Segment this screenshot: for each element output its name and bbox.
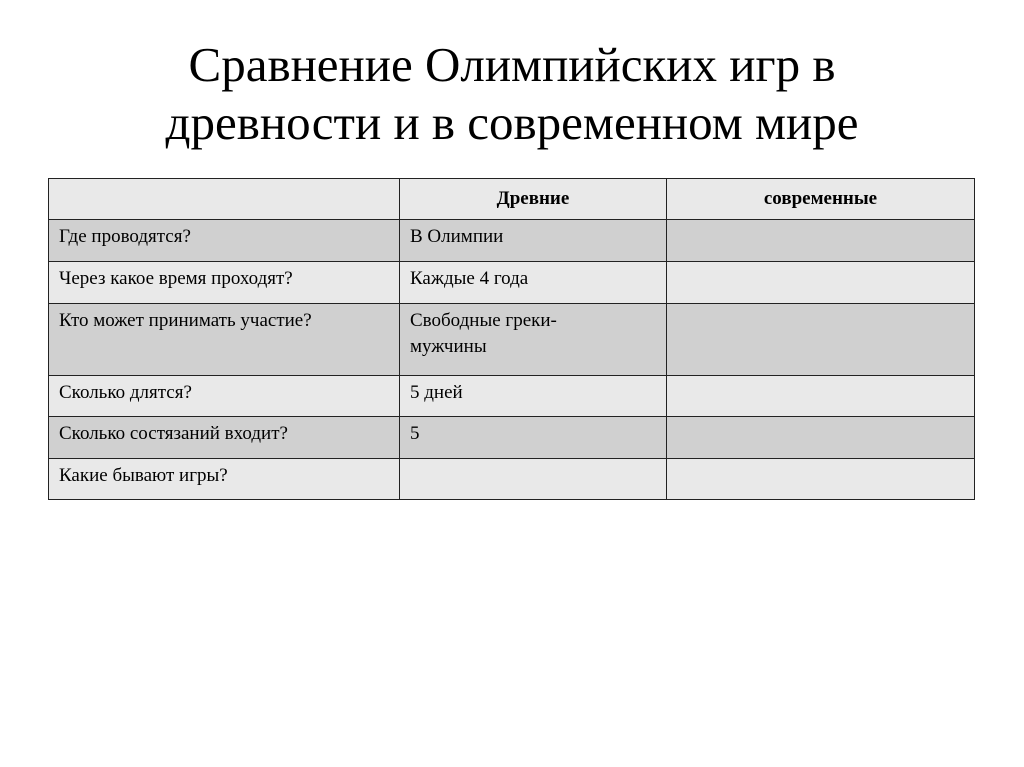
question-cell: Через какое время проходят? bbox=[49, 262, 400, 304]
table-row bbox=[49, 459, 975, 500]
table-row bbox=[49, 262, 975, 304]
table-row bbox=[49, 417, 975, 459]
modern-cell[interactable] bbox=[667, 459, 975, 500]
modern-cell[interactable] bbox=[667, 220, 975, 262]
slide-title-line-1: Сравнение Олимпийских игр в bbox=[188, 37, 836, 92]
header-empty bbox=[49, 179, 400, 220]
table-header-row bbox=[49, 179, 975, 220]
table-row bbox=[49, 376, 975, 417]
ancient-cell: Каждые 4 года bbox=[400, 262, 667, 304]
table-row bbox=[49, 220, 975, 262]
ancient-cell[interactable] bbox=[400, 459, 667, 500]
ancient-cell: 5 дней bbox=[400, 376, 667, 417]
modern-cell[interactable] bbox=[667, 262, 975, 304]
modern-cell[interactable] bbox=[667, 304, 975, 376]
modern-cell[interactable] bbox=[667, 376, 975, 417]
question-cell: Сколько длятся? bbox=[49, 376, 400, 417]
question-cell: Где проводятся? bbox=[49, 220, 400, 262]
header-ancient: Древние bbox=[400, 179, 667, 220]
comparison-table bbox=[48, 178, 975, 500]
slide-title-line-2: древности и в современном мире bbox=[165, 95, 859, 150]
question-cell: Какие бывают игры? bbox=[49, 459, 400, 500]
ancient-cell: Свободные греки-мужчины bbox=[400, 304, 667, 376]
modern-cell[interactable] bbox=[667, 417, 975, 459]
question-cell: Сколько состязаний входит? bbox=[49, 417, 400, 459]
ancient-cell: В Олимпии bbox=[400, 220, 667, 262]
question-cell: Кто может принимать участие? bbox=[49, 304, 400, 376]
table-row bbox=[49, 304, 975, 376]
ancient-cell: 5 bbox=[400, 417, 667, 459]
slide-title bbox=[0, 36, 1024, 152]
header-modern: современные bbox=[667, 179, 975, 220]
